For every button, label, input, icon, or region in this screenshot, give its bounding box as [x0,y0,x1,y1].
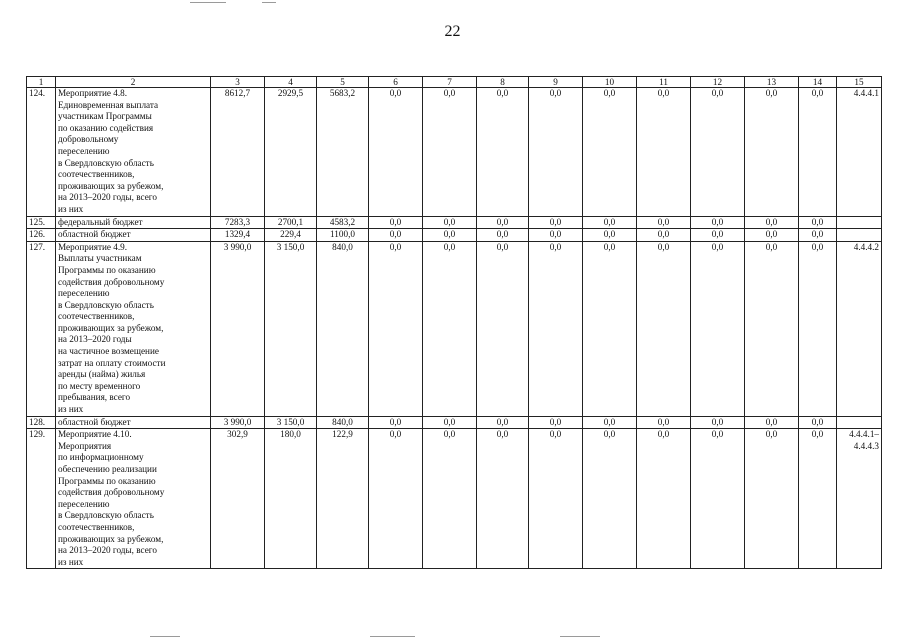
value-cell: 0,0 [691,88,745,217]
column-number-row [27,77,882,88]
budget-table [26,76,882,569]
value-cell: 840,0 [317,416,369,429]
value-cell: 0,0 [369,429,423,569]
value-cell: 0,0 [799,216,837,229]
value-cell: 0,0 [583,88,637,217]
value-cell: 0,0 [369,88,423,217]
value-cell: 4583,2 [317,216,369,229]
value-cell: 0,0 [477,241,529,416]
target-reference-cell [837,216,882,229]
value-cell: 0,0 [583,241,637,416]
value-cell: 0,0 [583,429,637,569]
value-cell: 1100,0 [317,229,369,242]
value-cell: 0,0 [691,429,745,569]
value-cell: 180,0 [265,429,317,569]
value-cell: 2929,5 [265,88,317,217]
value-cell: 0,0 [799,88,837,217]
value-cell: 0,0 [369,216,423,229]
value-cell: 0,0 [423,429,477,569]
table-row [27,429,882,569]
value-cell: 0,0 [583,229,637,242]
scan-edge-mark [262,2,276,3]
column-number-cell: 5 [317,77,369,88]
value-cell: 0,0 [691,241,745,416]
column-number-cell: 12 [691,77,745,88]
column-number-cell: 8 [477,77,529,88]
target-reference-cell [837,229,882,242]
scan-edge-mark [560,636,600,637]
value-cell: 0,0 [529,416,583,429]
row-label-cell: федеральный бюджет [56,216,211,229]
value-cell: 0,0 [637,241,691,416]
table-row [27,241,882,416]
value-cell: 0,0 [477,88,529,217]
table-row [27,88,882,217]
row-number-cell: 129. [27,429,56,569]
value-cell: 0,0 [745,241,799,416]
value-cell: 0,0 [529,241,583,416]
value-cell: 302,9 [211,429,265,569]
value-cell: 0,0 [529,88,583,217]
value-cell: 7283,3 [211,216,265,229]
value-cell: 8612,7 [211,88,265,217]
value-cell: 0,0 [799,229,837,242]
value-cell: 0,0 [369,416,423,429]
column-number-cell: 4 [265,77,317,88]
table-row [27,216,882,229]
value-cell: 0,0 [423,88,477,217]
value-cell: 0,0 [745,229,799,242]
value-cell: 0,0 [691,229,745,242]
value-cell: 3 150,0 [265,416,317,429]
value-cell: 5683,2 [317,88,369,217]
column-number-cell: 2 [56,77,211,88]
column-number-cell: 14 [799,77,837,88]
value-cell: 0,0 [583,216,637,229]
table-row [27,416,882,429]
value-cell: 0,0 [637,216,691,229]
row-number-cell: 127. [27,241,56,416]
value-cell: 0,0 [529,229,583,242]
value-cell: 2700,1 [265,216,317,229]
value-cell: 0,0 [477,416,529,429]
scan-edge-mark [150,636,180,637]
value-cell: 0,0 [529,216,583,229]
value-cell: 0,0 [477,429,529,569]
value-cell: 0,0 [423,241,477,416]
row-label-cell: Мероприятие 4.9. Выплаты участникам Программы по оказанию содействия добровольному переселению в Свердловскую область соотечественников, проживающих за рубежом, на 2013–2020 годы на частичное возмещение затрат на оплату стоимости аренды (найма) жилья по месту временного пребывания, всего из них [56,241,211,416]
column-number-cell: 9 [529,77,583,88]
row-label-cell: областной бюджет [56,229,211,242]
value-cell: 0,0 [477,216,529,229]
column-number-cell: 1 [27,77,56,88]
column-number-cell: 10 [583,77,637,88]
row-label-cell: Мероприятие 4.10. Мероприятия по информационному обеспечению реализации Программы по оказанию содействия добровольному переселению в Свердловскую область соотечественников, проживающих за рубежом, на 2013–2020 годы, всего из них [56,429,211,569]
value-cell: 0,0 [799,429,837,569]
row-number-cell: 128. [27,416,56,429]
row-number-cell: 125. [27,216,56,229]
value-cell: 0,0 [369,241,423,416]
column-number-cell: 15 [837,77,882,88]
value-cell: 0,0 [637,429,691,569]
column-number-cell: 6 [369,77,423,88]
value-cell: 0,0 [691,416,745,429]
value-cell: 0,0 [637,416,691,429]
value-cell: 0,0 [477,229,529,242]
table-body [27,77,882,569]
value-cell: 1329,4 [211,229,265,242]
target-reference-cell: 4.4.4.1– 4.4.4.3 [837,429,882,569]
scan-edge-mark [190,2,226,3]
target-reference-cell: 4.4.4.1 [837,88,882,217]
value-cell: 840,0 [317,241,369,416]
column-number-cell: 7 [423,77,477,88]
row-number-cell: 124. [27,88,56,217]
value-cell: 229,4 [265,229,317,242]
page-number: 22 [444,23,461,40]
value-cell: 0,0 [745,88,799,217]
column-number-cell: 11 [637,77,691,88]
value-cell: 0,0 [637,229,691,242]
value-cell: 0,0 [423,416,477,429]
value-cell: 0,0 [745,429,799,569]
row-number-cell: 126. [27,229,56,242]
value-cell: 122,9 [317,429,369,569]
value-cell: 0,0 [745,216,799,229]
value-cell: 0,0 [423,216,477,229]
value-cell: 0,0 [745,416,799,429]
column-number-cell: 13 [745,77,799,88]
value-cell: 0,0 [799,416,837,429]
value-cell: 3 990,0 [211,416,265,429]
value-cell: 0,0 [691,216,745,229]
target-reference-cell: 4.4.4.2 [837,241,882,416]
value-cell: 0,0 [369,229,423,242]
value-cell: 0,0 [637,88,691,217]
value-cell: 3 150,0 [265,241,317,416]
target-reference-cell [837,416,882,429]
row-label-cell: областной бюджет [56,416,211,429]
value-cell: 0,0 [529,429,583,569]
table-row [27,229,882,242]
value-cell: 0,0 [423,229,477,242]
value-cell: 0,0 [583,416,637,429]
value-cell: 0,0 [799,241,837,416]
value-cell: 3 990,0 [211,241,265,416]
column-number-cell: 3 [211,77,265,88]
scan-edge-mark [370,636,415,637]
row-label-cell: Мероприятие 4.8. Единовременная выплата участникам Программы по оказанию содействия добровольному переселению в Свердловскую область соотечественников, проживающих за рубежом, на 2013–2020 годы, всего из них [56,88,211,217]
